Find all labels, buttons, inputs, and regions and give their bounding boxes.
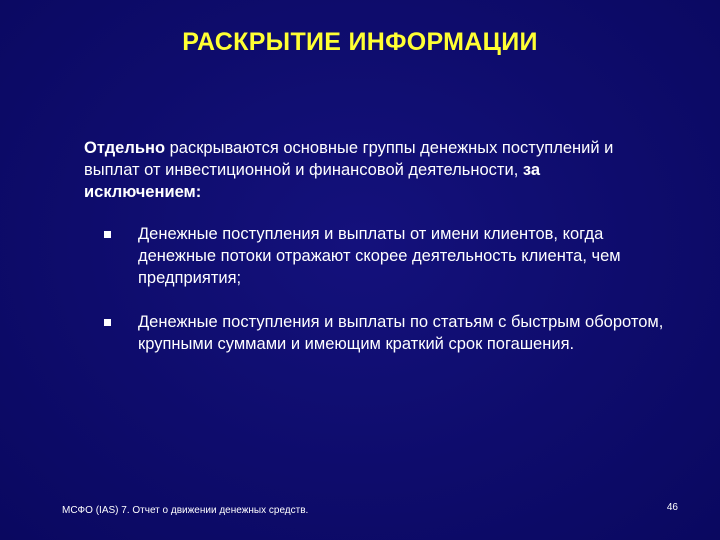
intro-bold-end: за исключением: <box>84 161 541 201</box>
intro-paragraph <box>84 137 654 203</box>
bullet-item <box>104 311 664 355</box>
intro-bold-start: Отдельно <box>84 139 166 157</box>
footer-text: МСФО (IAS) 7. Отчет о движении денежных средств. <box>62 505 309 516</box>
bullet-list <box>104 223 664 377</box>
bullet-text: Денежные поступления и выплаты от имени клиентов, когда денежные потоки отражают скорее деятельность клиента, чем предприятия; <box>138 225 621 287</box>
square-bullet-icon <box>104 319 111 326</box>
bullet-text: Денежные поступления и выплаты по статьям с быстрым оборотом, крупными суммами и имеющим краткий срок погашения. <box>138 313 664 353</box>
bullet-item <box>104 223 664 289</box>
intro-text: раскрываются основные группы денежных поступлений и выплат от инвестиционной и финансовой деятельности, <box>84 139 614 179</box>
square-bullet-icon <box>104 231 111 238</box>
page-number: 46 <box>666 502 678 513</box>
slide-title: РАСКРЫТИЕ ИНФОРМАЦИИ <box>182 28 538 56</box>
